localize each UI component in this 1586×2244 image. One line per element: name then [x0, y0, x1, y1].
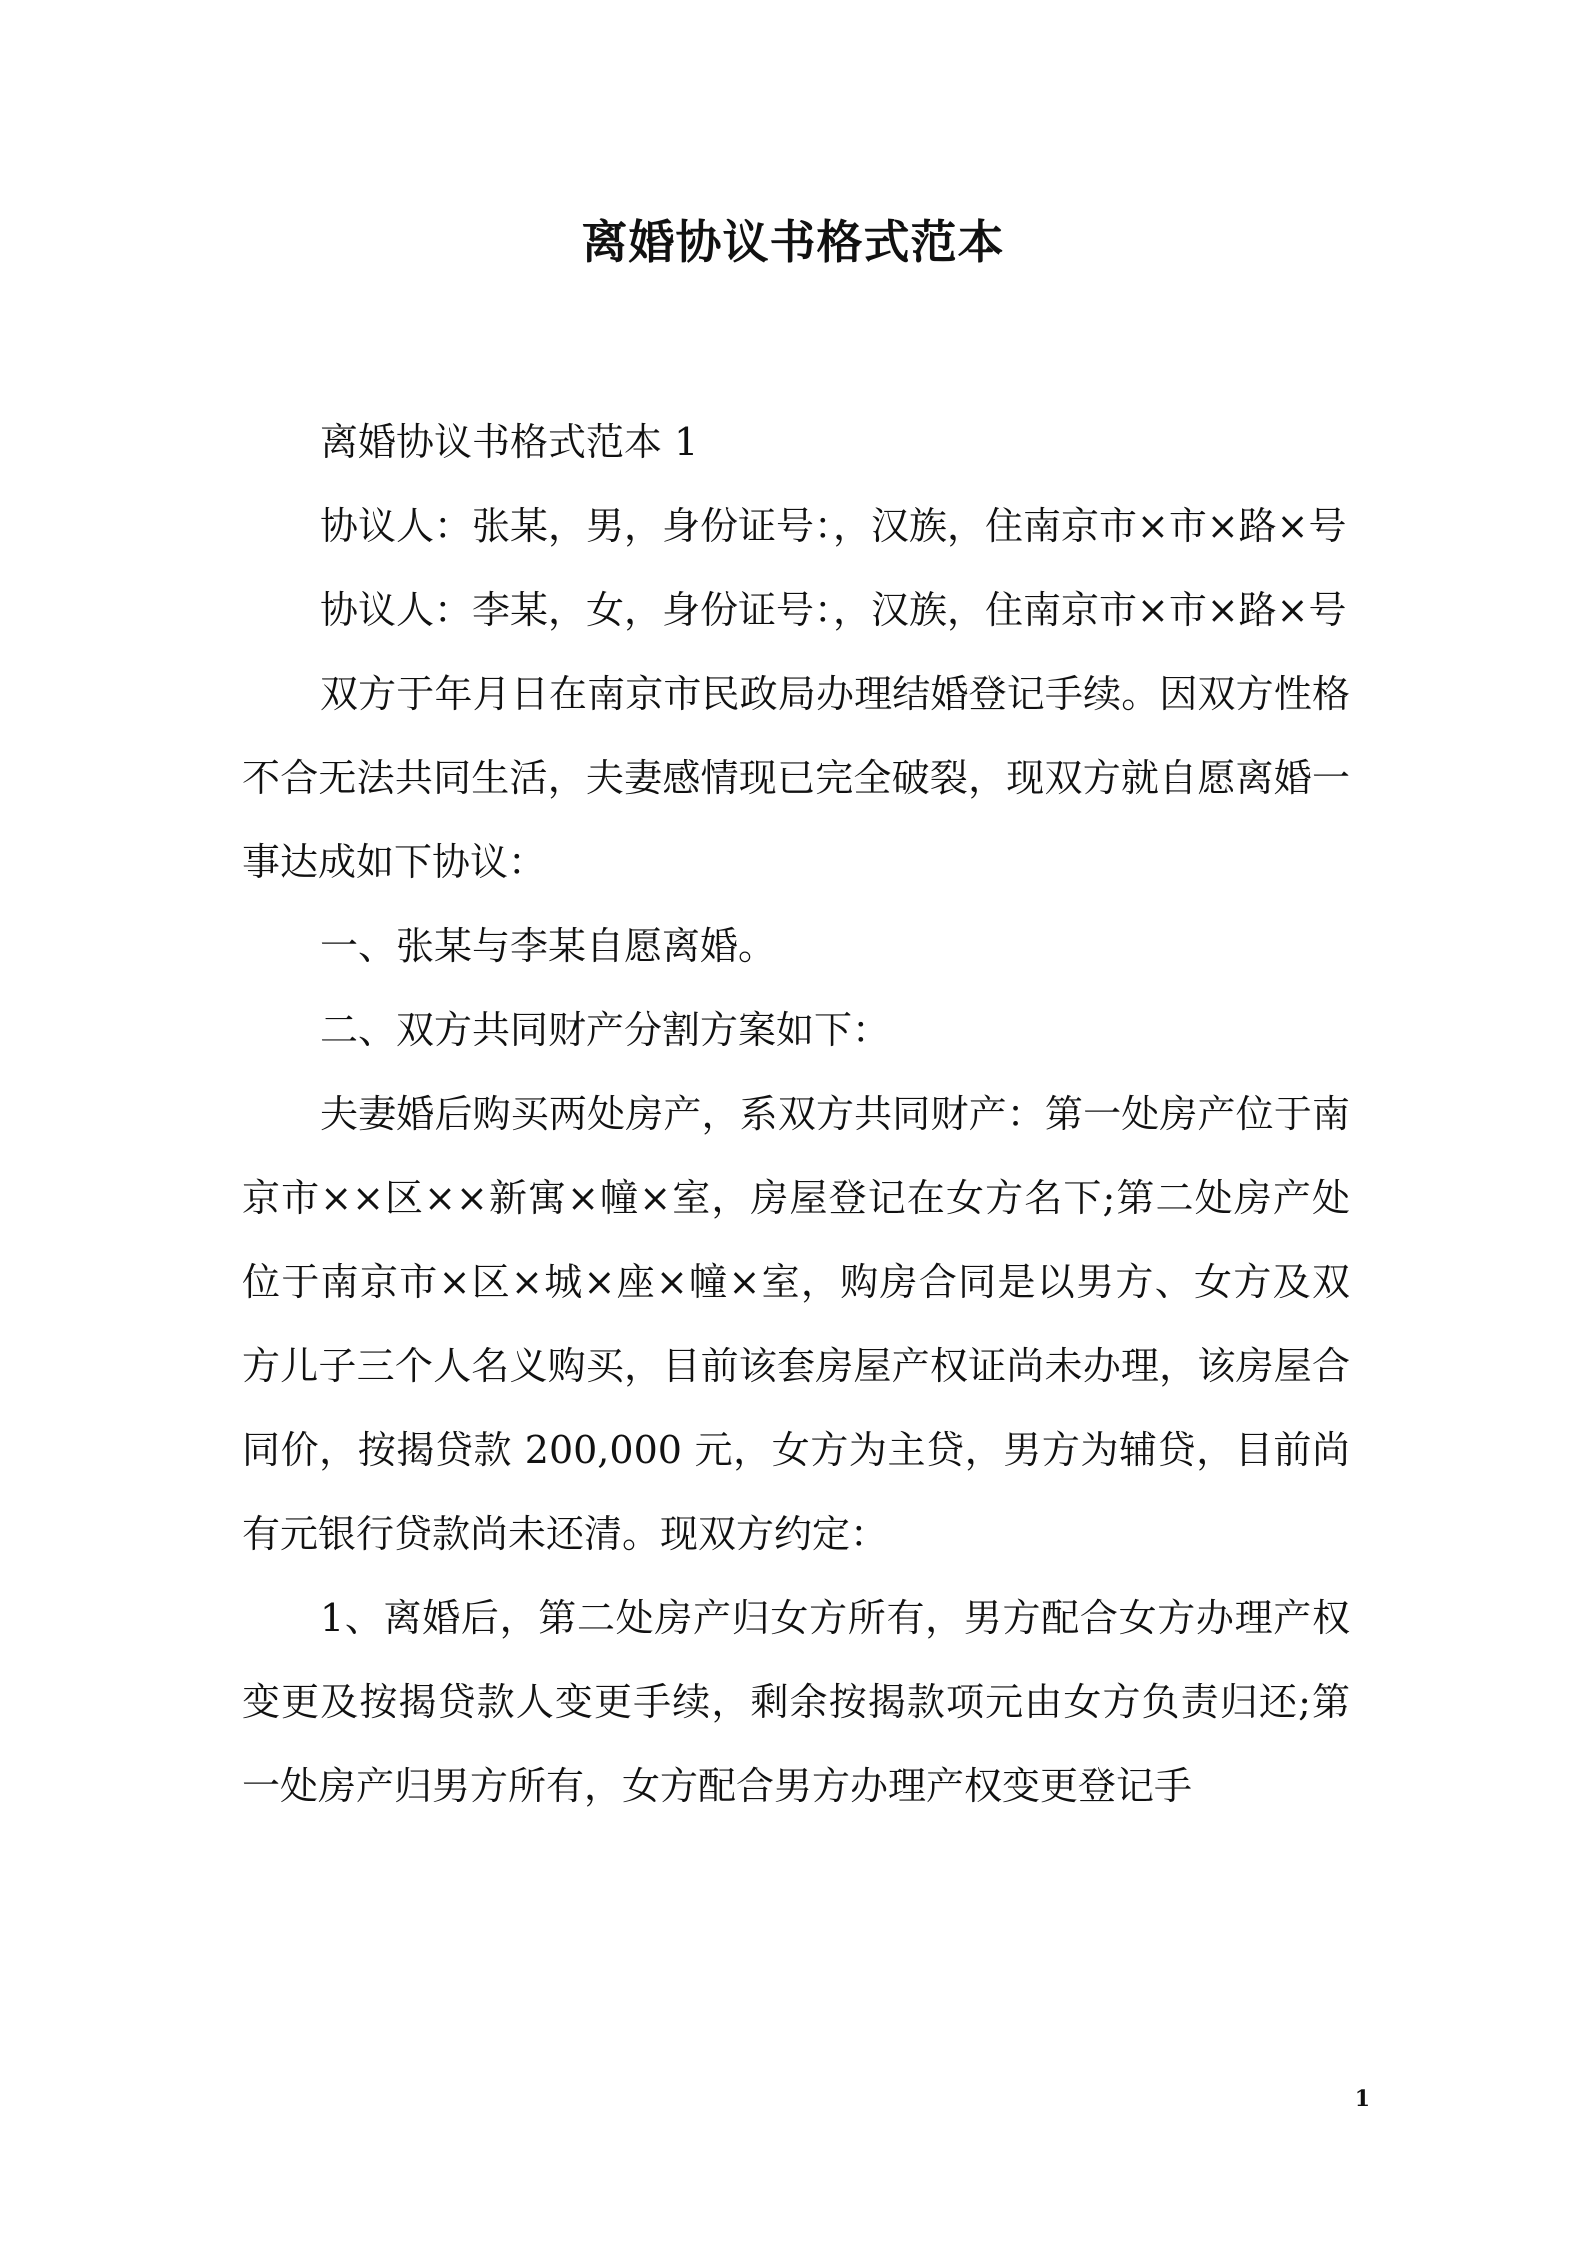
paragraph-property: 夫妻婚后购买两处房产，系双方共同财产：第一处房产位于南京市××区××新寓×幢×室，房屋登记在女方名下;第二处房产处位于南京市×区×城×座×幢×室，购房合同是以男方、女方及双方儿子三个人名义购买，目前该套房屋产权证尚未办理，该房屋合同价，按揭贷款 200,000 元，女方为主贷，男方为辅贷，目前尚有元银行贷款尚未还清。现双方约定： [242, 1092, 1350, 1556]
document-title: 离婚协议书格式范本 [581, 215, 1005, 269]
document-body [242, 400, 1350, 1828]
paragraph-party-female: 协议人：李某，女，身份证号：，汉族，住南京市×市×路×号 [320, 588, 1347, 632]
paragraph-clause-2: 二、双方共同财产分割方案如下： [320, 1008, 891, 1052]
paragraph-background: 双方于年月日在南京市民政局办理结婚登记手续。因双方性格不合无法共同生活，夫妻感情现已完全破裂，现双方就自愿离婚一事达成如下协议： [242, 672, 1350, 884]
paragraph-heading: 离婚协议书格式范本 1 [320, 420, 699, 464]
paragraph-agreement-1: 1、离婚后，第二处房产归女方所有，男方配合女方办理产权变更及按揭贷款人变更手续，剩余按揭款项元由女方负责归还;第一处房产归男方所有，女方配合男方办理产权变更登记手 [242, 1596, 1350, 1808]
page-number: 1 [1354, 2086, 1370, 2112]
paragraph-party-male: 协议人：张某，男，身份证号：，汉族，住南京市×市×路×号 [320, 504, 1347, 548]
paragraph-clause-1: 一、张某与李某自愿离婚。 [320, 924, 777, 968]
